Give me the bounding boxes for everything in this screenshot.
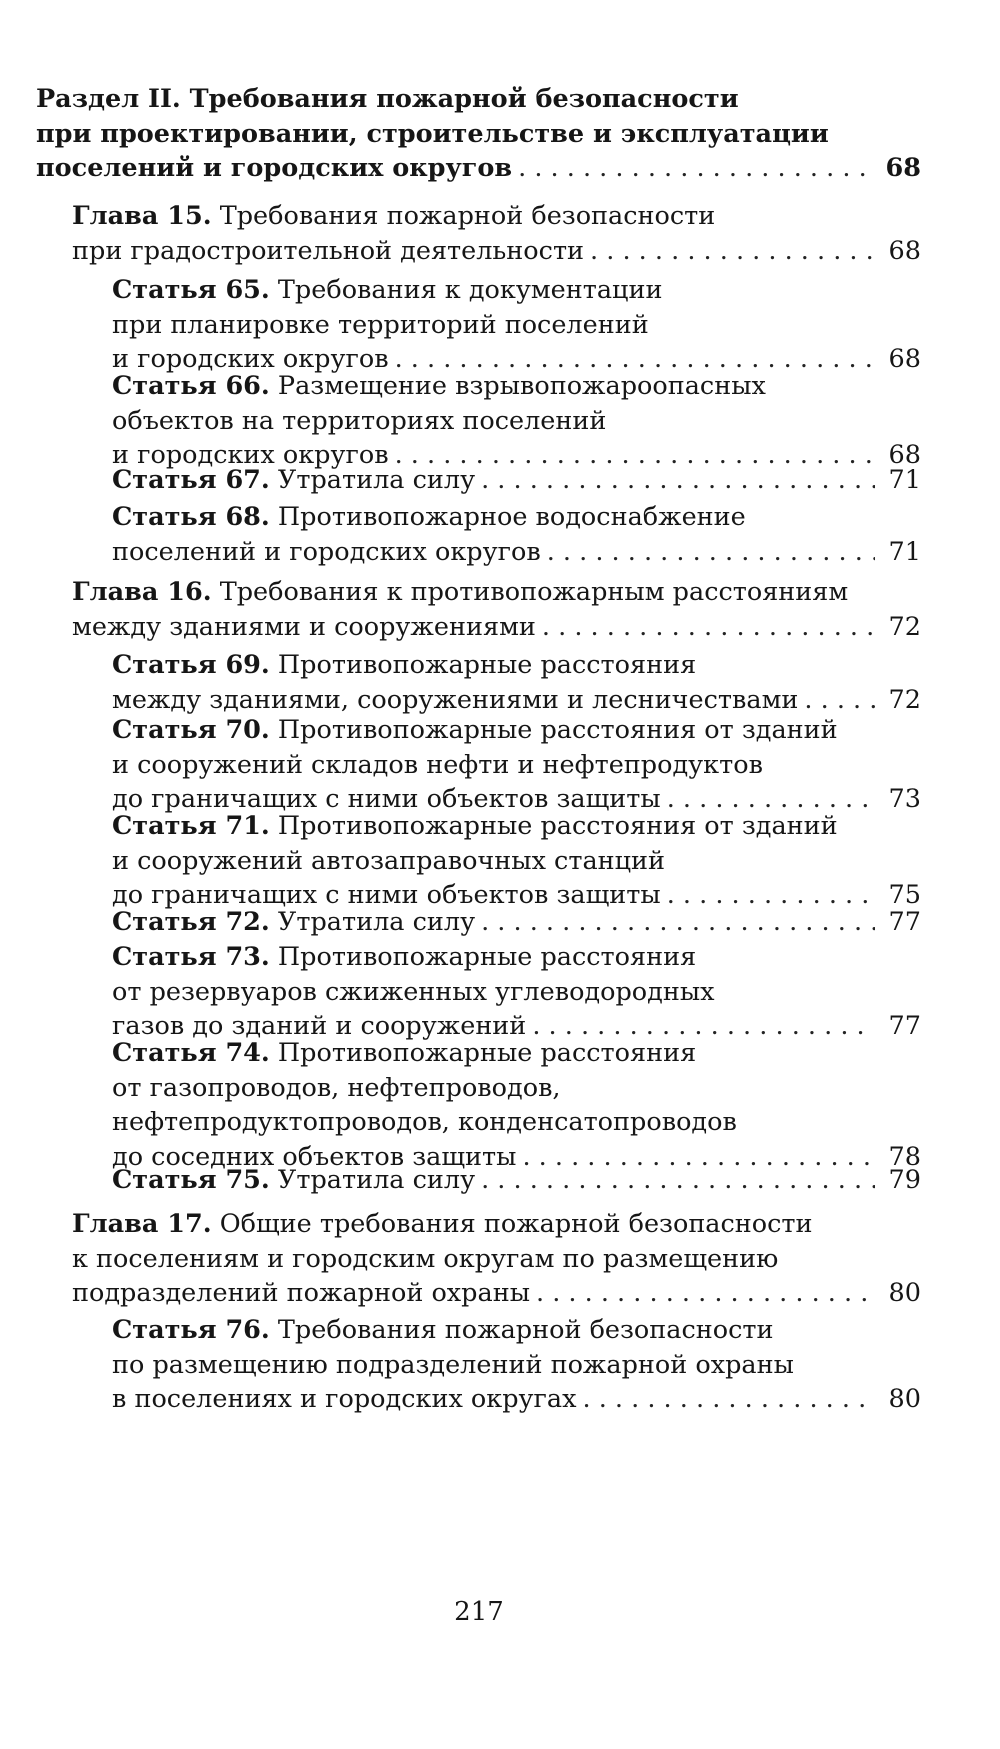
toc-line: поселений и городских округов <box>112 536 541 567</box>
toc-article-69[interactable] <box>112 648 921 717</box>
toc-line: Общие требования пожарной безопасности <box>219 1209 813 1239</box>
toc-page-ref: 80 <box>888 1278 921 1308</box>
toc-line: при проектировании, строительстве и эксплуатации <box>36 118 829 149</box>
toc-page-ref: 80 <box>888 1384 921 1414</box>
toc-line: от газопроводов, нефтепроводов, <box>112 1072 561 1103</box>
toc-page-ref: 68 <box>888 235 921 266</box>
toc-line: Противопожарные расстояния от зданий <box>277 811 838 841</box>
toc-page-ref: 73 <box>888 784 921 814</box>
toc-article-74[interactable] <box>112 1036 921 1174</box>
toc-chapter-15[interactable] <box>72 199 921 268</box>
toc-label: Глава 16. <box>72 577 212 607</box>
toc-article-71[interactable] <box>112 809 921 913</box>
leader-dots <box>590 234 875 269</box>
toc-line: Утратила силу <box>277 907 476 937</box>
leader-dots <box>583 1382 876 1417</box>
toc-line: газов до зданий и сооружений <box>112 1011 527 1041</box>
toc-article-68[interactable] <box>112 500 921 569</box>
toc-line: до соседних объектов защиты <box>112 1141 517 1172</box>
toc-line: Требования к документации <box>277 275 663 305</box>
toc-label: Статья 68. <box>112 502 270 532</box>
toc-label: Статья 76. <box>112 1315 270 1345</box>
toc-article-65[interactable] <box>112 273 921 377</box>
toc-line: Требования пожарной безопасности <box>277 1315 774 1345</box>
toc-article-76[interactable] <box>112 1313 921 1417</box>
toc-chapter-16[interactable] <box>72 575 921 644</box>
toc-page-ref: 71 <box>888 536 921 567</box>
toc-page-ref: 68 <box>888 344 921 374</box>
toc-line: Противопожарное водоснабжение <box>277 502 746 532</box>
toc-line: объектов на территориях поселений <box>112 405 607 436</box>
toc-line: Противопожарные расстояния от зданий <box>277 715 838 745</box>
toc-line: до граничащих с ними объектов защиты <box>112 880 661 910</box>
toc-page-ref: 68 <box>885 153 921 183</box>
toc-line: Раздел II. Требования пожарной безопасности <box>36 84 739 114</box>
toc-line: к поселениям и городским округам по размещению <box>72 1243 779 1274</box>
toc-line: Противопожарные расстояния <box>277 942 697 972</box>
toc-line: по размещению подразделений пожарной охраны <box>112 1349 794 1380</box>
toc-page-ref: 78 <box>888 1141 921 1172</box>
toc-line: Размещение взрывопожароопасных <box>277 371 766 401</box>
toc-line: Утратила силу <box>277 465 476 495</box>
toc-article-67[interactable] <box>112 463 921 498</box>
toc-label: Статья 69. <box>112 650 270 680</box>
toc-chapter-17[interactable] <box>72 1207 921 1311</box>
toc-line: от резервуаров сжиженных углеводородных <box>112 976 715 1007</box>
toc-article-72[interactable] <box>112 905 921 940</box>
toc-line: нефтепродуктопроводов, конденсатопроводов <box>112 1107 737 1137</box>
toc-page-ref: 71 <box>888 465 921 495</box>
toc-label: Статья 67. <box>112 465 270 495</box>
toc-page-ref: 77 <box>888 907 921 937</box>
toc-line: и сооружений складов нефти и нефтепродуктов <box>112 749 763 780</box>
toc-line: Утратила силу <box>277 1165 476 1195</box>
toc-line: и городских округов <box>112 440 389 470</box>
toc-label: Статья 70. <box>112 715 270 745</box>
leader-dots <box>481 1163 875 1198</box>
leader-dots <box>536 1276 875 1311</box>
leader-dots <box>542 610 875 645</box>
toc-label: Статья 74. <box>112 1038 270 1068</box>
toc-label: Глава 17. <box>72 1209 212 1239</box>
toc-section-2[interactable] <box>36 82 921 186</box>
leader-dots <box>481 905 875 940</box>
toc-article-70[interactable] <box>112 713 921 817</box>
leader-dots <box>518 151 875 186</box>
toc-page-ref: 79 <box>888 1165 921 1195</box>
page-number: 217 <box>454 1597 504 1627</box>
toc-line: Противопожарные расстояния <box>277 1038 697 1068</box>
toc-line: при планировке территорий поселений <box>112 309 649 340</box>
leader-dots <box>547 535 875 570</box>
toc-label: Статья 73. <box>112 942 270 972</box>
toc-page-ref: 68 <box>888 440 921 470</box>
toc-label: Статья 72. <box>112 907 270 937</box>
leader-dots <box>481 463 875 498</box>
toc-article-75[interactable] <box>112 1163 921 1198</box>
toc-line: и сооружений автозаправочных станций <box>112 845 666 876</box>
toc-article-66[interactable] <box>112 369 921 473</box>
toc-page-ref: 75 <box>888 880 921 910</box>
toc-label: Статья 66. <box>112 371 270 401</box>
toc-article-73[interactable] <box>112 940 921 1044</box>
toc-line: при градостроительной деятельности <box>72 235 585 266</box>
toc-label: Статья 75. <box>112 1165 270 1195</box>
toc-label: Глава 15. <box>72 201 212 231</box>
toc-line: подразделений пожарной охраны <box>72 1278 530 1308</box>
leader-dots <box>804 683 875 718</box>
toc-line: между зданиями, сооружениями и лесничествами <box>112 684 799 715</box>
toc-line: поселений и городских округов <box>36 153 513 183</box>
toc-line: Требования пожарной безопасности <box>219 201 716 231</box>
toc-page-ref: 72 <box>888 684 921 715</box>
toc-line: в поселениях и городских округах <box>112 1384 577 1414</box>
toc-line: между зданиями и сооружениями <box>72 611 536 642</box>
toc-label: Статья 65. <box>112 275 270 305</box>
toc-label: Статья 71. <box>112 811 270 841</box>
toc-line: до граничащих с ними объектов защиты <box>112 784 661 814</box>
toc-line: и городских округов <box>112 344 389 374</box>
toc-page-ref: 77 <box>888 1011 921 1041</box>
toc-page-ref: 72 <box>888 611 921 642</box>
toc-line: Требования к противопожарным расстояниям <box>219 577 849 607</box>
toc-line: Противопожарные расстояния <box>277 650 697 680</box>
